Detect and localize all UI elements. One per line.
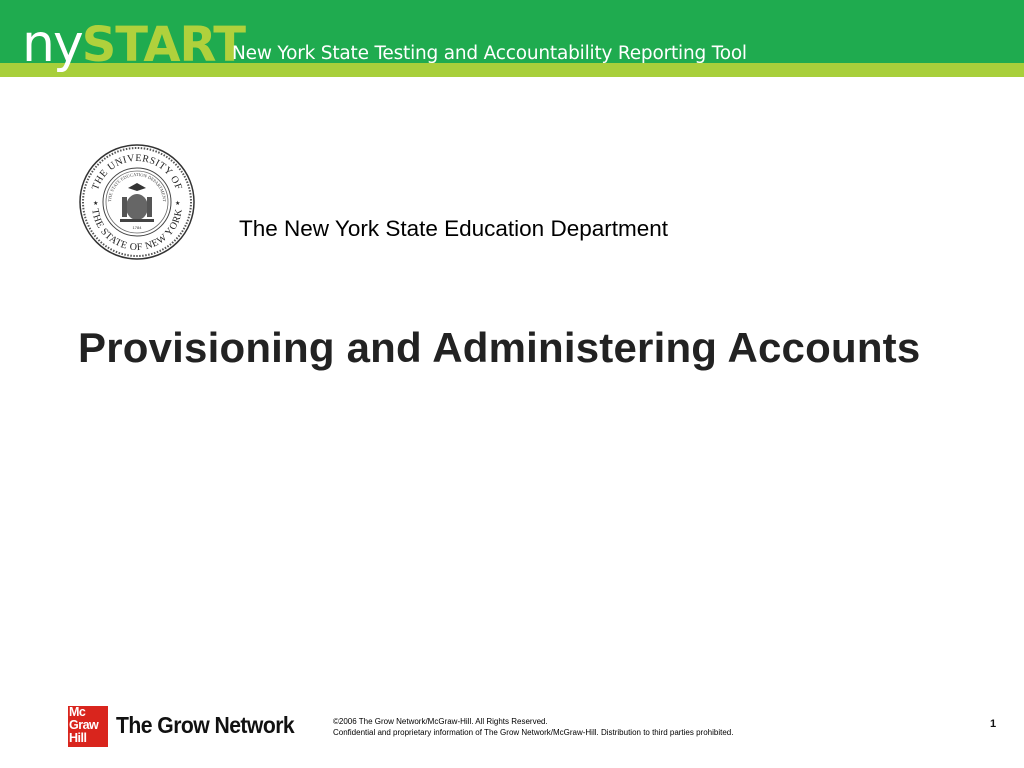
mh-logo-line-3: Hill bbox=[69, 731, 87, 745]
department-name: The New York State Education Department bbox=[239, 216, 668, 241]
logo-start: START bbox=[81, 17, 246, 73]
svg-text:1784: 1784 bbox=[132, 225, 142, 230]
header-banner bbox=[0, 0, 1024, 77]
mh-logo-line-2: Graw bbox=[69, 718, 99, 732]
header-tagline: New York State Testing and Accountability Reporting Tool bbox=[232, 43, 747, 64]
page-number: 1 bbox=[990, 718, 997, 730]
mcgraw-hill-logo bbox=[68, 706, 108, 747]
footer-legal bbox=[333, 716, 733, 738]
svg-text:THE STATE EDUCATION DEPARTMENT: THE STATE EDUCATION DEPARTMENT bbox=[106, 171, 168, 202]
mh-logo-line-1: Mc bbox=[69, 705, 86, 719]
logo-ny: ny bbox=[22, 14, 82, 74]
svg-text:THE UNIVERSITY OF: THE UNIVERSITY OF bbox=[90, 152, 184, 192]
svg-text:★: ★ bbox=[93, 201, 99, 207]
nystart-logo bbox=[22, 14, 245, 74]
grow-network-brand: The Grow Network bbox=[116, 712, 295, 738]
nysed-seal-icon bbox=[78, 143, 196, 261]
slide-title: Provisioning and Administering Accounts bbox=[78, 324, 921, 371]
svg-text:THE STATE OF NEW YORK: THE STATE OF NEW YORK bbox=[89, 207, 185, 254]
confidential-text: Confidential and proprietary information of The Grow Network/McGraw-Hill. Distribution to third parties prohibited. bbox=[333, 728, 734, 737]
svg-text:★: ★ bbox=[175, 201, 181, 207]
copyright-text: ©2006 The Grow Network/McGraw-Hill. All Rights Reserved. bbox=[333, 717, 548, 726]
